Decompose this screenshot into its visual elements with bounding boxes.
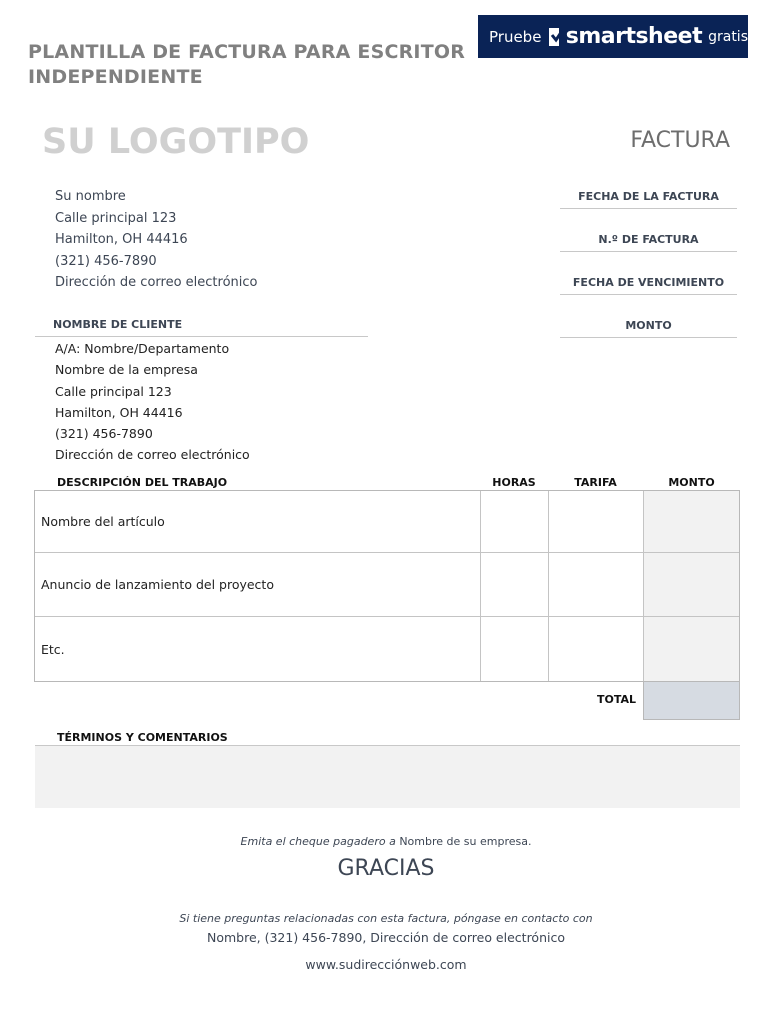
client-block [55, 338, 250, 466]
due-date-field[interactable]: FECHA DE VENCIMIENTO [560, 276, 737, 295]
rate-cell[interactable] [549, 617, 644, 681]
column-header-amount: MONTO [668, 476, 715, 489]
invoice-date-field[interactable]: FECHA DE LA FACTURA [560, 190, 737, 209]
contact-details: Nombre, (321) 456-7890, Dirección de correo electrónico [206, 930, 565, 945]
smartsheet-trial-banner[interactable] [478, 15, 748, 58]
rate-cell[interactable] [549, 491, 644, 552]
client-street: Calle principal 123 [55, 383, 172, 399]
banner-brand: smartsheet [565, 24, 703, 49]
work-table [34, 490, 740, 682]
description-cell[interactable]: Nombre del artículo [35, 491, 481, 552]
amount-field[interactable]: MONTO [560, 319, 737, 338]
table-row [35, 553, 739, 617]
page-title [28, 40, 548, 90]
sender-street: Calle principal 123 [55, 210, 177, 226]
check-icon [549, 28, 558, 46]
table-row [35, 617, 739, 681]
sender-block [55, 186, 257, 294]
total-value-cell[interactable] [643, 682, 740, 720]
client-name-heading: NOMBRE DE CLIENTE [35, 318, 368, 337]
client-city: Hamilton, OH 44416 [55, 404, 183, 420]
logo-placeholder: SU LOGOTIPO [42, 122, 310, 162]
amount-cell[interactable] [644, 553, 739, 616]
terms-comments-field[interactable] [35, 745, 740, 808]
amount-cell[interactable] [644, 617, 739, 681]
sender-phone: (321) 456-7890 [55, 253, 157, 269]
column-header-rate: TARIFA [574, 476, 617, 489]
thanks-text: GRACIAS [337, 856, 435, 881]
page-title-line2: INDEPENDIENTE [28, 66, 203, 88]
total-label: TOTAL [596, 693, 636, 706]
table-row [35, 491, 739, 553]
column-header-hours: HORAS [492, 476, 536, 489]
description-cell[interactable]: Anuncio de lanzamiento del proyecto [35, 553, 481, 616]
invoice-heading: FACTURA [630, 128, 730, 153]
banner-pre-text: Pruebe [489, 27, 542, 46]
website-link[interactable]: www.sudirecciónweb.com [305, 957, 467, 972]
client-phone: (321) 456-7890 [55, 426, 153, 442]
invoice-number-field[interactable]: N.º DE FACTURA [560, 233, 737, 252]
page-title-line1: PLANTILLA DE FACTURA PARA ESCRITOR [28, 41, 466, 63]
sender-email: Dirección de correo electrónico [55, 275, 258, 290]
hours-cell[interactable] [481, 617, 549, 681]
client-attn: A/A: Nombre/Departamento [55, 341, 230, 356]
sender-city: Hamilton, OH 44416 [55, 232, 188, 247]
banner-post-text: gratis [708, 28, 748, 45]
cheque-note [0, 835, 768, 848]
client-email: Dirección de correo electrónico [55, 447, 250, 463]
client-company: Nombre de la empresa [55, 362, 198, 378]
cheque-prefix: Emita el cheque pagadero a [240, 835, 396, 848]
hours-cell[interactable] [481, 553, 549, 616]
column-header-description: DESCRIPCIÓN DEL TRABAJO [57, 476, 228, 489]
cheque-company-name: Nombre de su empresa. [399, 835, 532, 848]
terms-heading: TÉRMINOS Y COMENTARIOS [57, 731, 228, 744]
contact-note: Si tiene preguntas relacionadas con esta factura, póngase en contacto con [179, 912, 593, 925]
amount-cell[interactable] [644, 491, 739, 552]
hours-cell[interactable] [481, 491, 549, 552]
sender-name: Su nombre [55, 189, 126, 204]
rate-cell[interactable] [549, 553, 644, 616]
description-cell[interactable]: Etc. [35, 617, 481, 681]
